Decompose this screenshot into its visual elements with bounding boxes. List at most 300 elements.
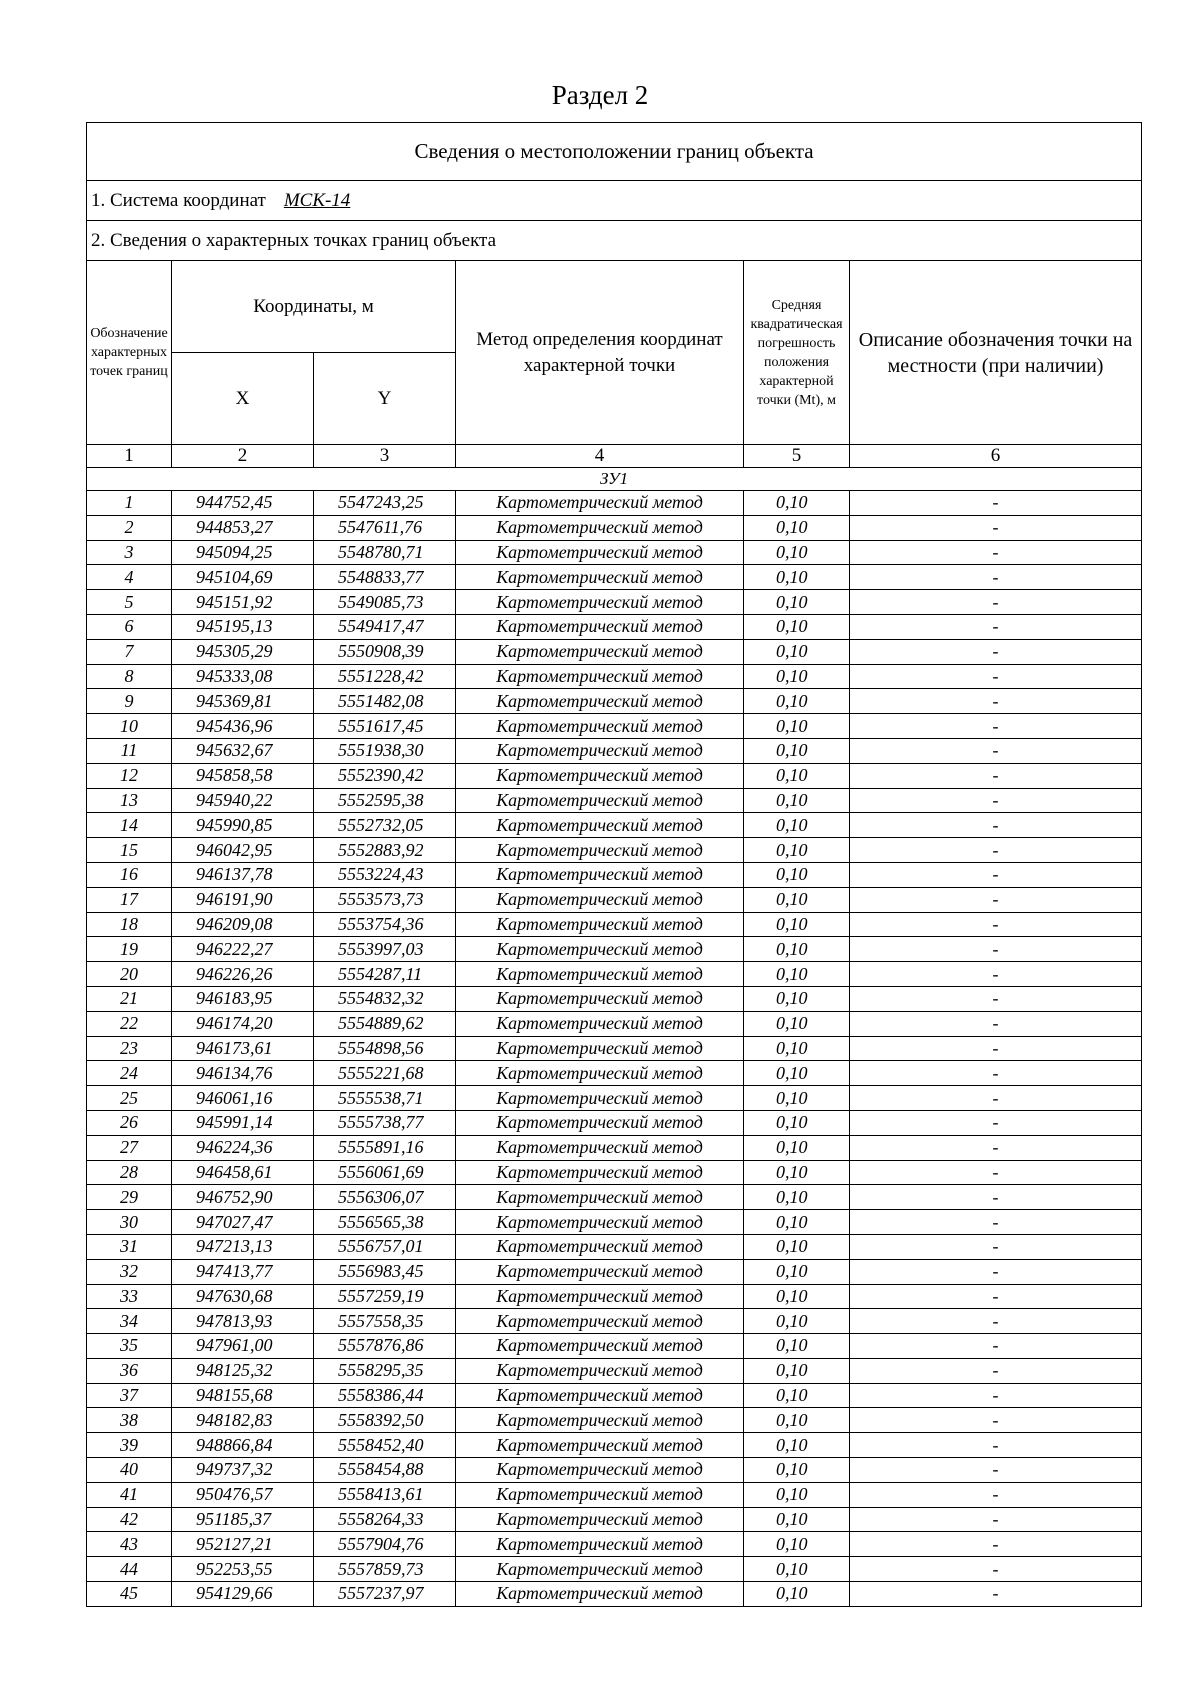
point-y: 5555538,71 <box>314 1086 456 1111</box>
point-description: - <box>850 1309 1142 1334</box>
point-number: 36 <box>87 1358 172 1383</box>
point-accuracy: 0,10 <box>744 763 850 788</box>
point-description: - <box>850 1036 1142 1061</box>
point-x: 946061,16 <box>172 1086 314 1111</box>
point-accuracy: 0,10 <box>744 1358 850 1383</box>
point-x: 947813,93 <box>172 1309 314 1334</box>
table-row <box>87 1582 1142 1607</box>
point-method: Картометрический метод <box>456 1408 744 1433</box>
point-method: Картометрический метод <box>456 540 744 565</box>
point-description: - <box>850 788 1142 813</box>
point-method: Картометрический метод <box>456 1036 744 1061</box>
point-method: Картометрический метод <box>456 862 744 887</box>
point-number: 12 <box>87 763 172 788</box>
point-method: Картометрический метод <box>456 689 744 714</box>
header-y: Y <box>314 353 456 445</box>
table-row <box>87 962 1142 987</box>
point-description: - <box>850 1160 1142 1185</box>
point-y: 5549085,73 <box>314 590 456 615</box>
point-x: 946183,95 <box>172 986 314 1011</box>
point-description: - <box>850 590 1142 615</box>
point-number: 19 <box>87 937 172 962</box>
point-x: 951185,37 <box>172 1507 314 1532</box>
point-y: 5557904,76 <box>314 1532 456 1557</box>
point-method: Картометрический метод <box>456 664 744 689</box>
point-accuracy: 0,10 <box>744 1482 850 1507</box>
table-row <box>87 614 1142 639</box>
table-row <box>87 763 1142 788</box>
table-row <box>87 1036 1142 1061</box>
point-accuracy: 0,10 <box>744 515 850 540</box>
point-accuracy: 0,10 <box>744 1135 850 1160</box>
point-description: - <box>850 738 1142 763</box>
point-y: 5552732,05 <box>314 813 456 838</box>
point-method: Картометрический метод <box>456 1210 744 1235</box>
table-row <box>87 1507 1142 1532</box>
point-number: 43 <box>87 1532 172 1557</box>
point-y: 5556983,45 <box>314 1259 456 1284</box>
point-method: Картометрический метод <box>456 962 744 987</box>
point-accuracy: 0,10 <box>744 1408 850 1433</box>
table-row <box>87 1334 1142 1359</box>
point-x: 947413,77 <box>172 1259 314 1284</box>
point-method: Картометрический метод <box>456 1160 744 1185</box>
point-accuracy: 0,10 <box>744 962 850 987</box>
point-accuracy: 0,10 <box>744 1532 850 1557</box>
point-x: 946173,61 <box>172 1036 314 1061</box>
table-row <box>87 1234 1142 1259</box>
point-y: 5557237,97 <box>314 1582 456 1607</box>
point-y: 5551938,30 <box>314 738 456 763</box>
table-row <box>87 590 1142 615</box>
header-coordinates: Координаты, м <box>172 261 456 353</box>
point-y: 5558392,50 <box>314 1408 456 1433</box>
point-description: - <box>850 1358 1142 1383</box>
point-description: - <box>850 1557 1142 1582</box>
point-description: - <box>850 1284 1142 1309</box>
point-x: 945369,81 <box>172 689 314 714</box>
point-description: - <box>850 1086 1142 1111</box>
point-method: Картометрический метод <box>456 937 744 962</box>
table-row <box>87 813 1142 838</box>
point-description: - <box>850 1110 1142 1135</box>
point-description: - <box>850 937 1142 962</box>
point-method: Картометрический метод <box>456 1234 744 1259</box>
point-method: Картометрический метод <box>456 1458 744 1483</box>
point-accuracy: 0,10 <box>744 1210 850 1235</box>
point-description: - <box>850 639 1142 664</box>
point-accuracy: 0,10 <box>744 614 850 639</box>
column-number: 6 <box>850 445 1142 468</box>
point-description: - <box>850 912 1142 937</box>
point-method: Картометрический метод <box>456 1309 744 1334</box>
point-number: 13 <box>87 788 172 813</box>
table-row <box>87 565 1142 590</box>
point-description: - <box>850 689 1142 714</box>
point-method: Картометрический метод <box>456 838 744 863</box>
point-number: 18 <box>87 912 172 937</box>
point-x: 944853,27 <box>172 515 314 540</box>
point-description: - <box>850 1433 1142 1458</box>
point-number: 7 <box>87 639 172 664</box>
table-row <box>87 1482 1142 1507</box>
point-number: 31 <box>87 1234 172 1259</box>
point-number: 17 <box>87 887 172 912</box>
point-y: 5552595,38 <box>314 788 456 813</box>
point-accuracy: 0,10 <box>744 738 850 763</box>
point-accuracy: 0,10 <box>744 1458 850 1483</box>
point-method: Картометрический метод <box>456 912 744 937</box>
point-accuracy: 0,10 <box>744 540 850 565</box>
coord-system-line <box>87 181 1142 221</box>
point-method: Картометрический метод <box>456 515 744 540</box>
point-description: - <box>850 664 1142 689</box>
box-title: Сведения о местоположении границ объекта <box>87 123 1142 181</box>
point-description: - <box>850 838 1142 863</box>
point-method: Картометрический метод <box>456 1334 744 1359</box>
column-number: 2 <box>172 445 314 468</box>
table-row <box>87 912 1142 937</box>
point-y: 5550908,39 <box>314 639 456 664</box>
point-description: - <box>850 962 1142 987</box>
point-x: 945104,69 <box>172 565 314 590</box>
header-description: Описание обозначения точки на местности (при наличии) <box>850 261 1142 445</box>
point-y: 5553224,43 <box>314 862 456 887</box>
point-description: - <box>850 614 1142 639</box>
point-x: 946137,78 <box>172 862 314 887</box>
table-row <box>87 639 1142 664</box>
point-x: 945858,58 <box>172 763 314 788</box>
point-y: 5555891,16 <box>314 1135 456 1160</box>
point-accuracy: 0,10 <box>744 1086 850 1111</box>
table-row <box>87 937 1142 962</box>
point-accuracy: 0,10 <box>744 1160 850 1185</box>
point-y: 5558454,88 <box>314 1458 456 1483</box>
point-x: 945436,96 <box>172 714 314 739</box>
point-x: 946209,08 <box>172 912 314 937</box>
point-description: - <box>850 1334 1142 1359</box>
point-description: - <box>850 491 1142 516</box>
point-y: 5547611,76 <box>314 515 456 540</box>
point-x: 947961,00 <box>172 1334 314 1359</box>
point-description: - <box>850 565 1142 590</box>
point-accuracy: 0,10 <box>744 1259 850 1284</box>
table-row <box>87 1284 1142 1309</box>
point-x: 949737,32 <box>172 1458 314 1483</box>
point-number: 27 <box>87 1135 172 1160</box>
point-number: 20 <box>87 962 172 987</box>
point-method: Картометрический метод <box>456 565 744 590</box>
point-x: 946191,90 <box>172 887 314 912</box>
point-number: 32 <box>87 1259 172 1284</box>
table-row <box>87 1210 1142 1235</box>
table-row <box>87 1160 1142 1185</box>
point-y: 5551617,45 <box>314 714 456 739</box>
point-number: 3 <box>87 540 172 565</box>
table-row <box>87 1433 1142 1458</box>
header-method: Метод определения координат характерной точки <box>456 261 744 445</box>
point-x: 946042,95 <box>172 838 314 863</box>
point-accuracy: 0,10 <box>744 590 850 615</box>
point-x: 948125,32 <box>172 1358 314 1383</box>
header-accuracy: Средняя квадратическая погрешность положения характерной точки (Mt), м <box>744 261 850 445</box>
point-accuracy: 0,10 <box>744 1011 850 1036</box>
point-x: 945333,08 <box>172 664 314 689</box>
column-number: 1 <box>87 445 172 468</box>
point-description: - <box>850 1011 1142 1036</box>
point-method: Картометрический метод <box>456 1284 744 1309</box>
point-x: 945305,29 <box>172 639 314 664</box>
point-y: 5557859,73 <box>314 1557 456 1582</box>
point-x: 948866,84 <box>172 1433 314 1458</box>
point-y: 5558386,44 <box>314 1383 456 1408</box>
point-y: 5558413,61 <box>314 1482 456 1507</box>
point-accuracy: 0,10 <box>744 639 850 664</box>
point-accuracy: 0,10 <box>744 1507 850 1532</box>
point-description: - <box>850 1234 1142 1259</box>
point-accuracy: 0,10 <box>744 1234 850 1259</box>
point-accuracy: 0,10 <box>744 937 850 962</box>
point-method: Картометрический метод <box>456 1358 744 1383</box>
point-description: - <box>850 1383 1142 1408</box>
point-description: - <box>850 1582 1142 1607</box>
point-y: 5555221,68 <box>314 1061 456 1086</box>
point-method: Картометрический метод <box>456 887 744 912</box>
point-y: 5557876,86 <box>314 1334 456 1359</box>
table-row <box>87 1532 1142 1557</box>
point-method: Картометрический метод <box>456 1557 744 1582</box>
point-description: - <box>850 515 1142 540</box>
point-accuracy: 0,10 <box>744 714 850 739</box>
point-number: 29 <box>87 1185 172 1210</box>
table-row <box>87 664 1142 689</box>
table-row <box>87 1557 1142 1582</box>
header-designation: Обозначение характерных точек границ <box>87 261 172 445</box>
point-x: 945151,92 <box>172 590 314 615</box>
point-method: Картометрический метод <box>456 986 744 1011</box>
point-accuracy: 0,10 <box>744 986 850 1011</box>
point-method: Картометрический метод <box>456 1086 744 1111</box>
point-accuracy: 0,10 <box>744 862 850 887</box>
point-x: 945195,13 <box>172 614 314 639</box>
point-number: 44 <box>87 1557 172 1582</box>
point-description: - <box>850 1532 1142 1557</box>
point-number: 8 <box>87 664 172 689</box>
point-y: 5554889,62 <box>314 1011 456 1036</box>
boundary-points-table <box>86 122 1142 1607</box>
table-row <box>87 689 1142 714</box>
point-number: 35 <box>87 1334 172 1359</box>
point-y: 5548833,77 <box>314 565 456 590</box>
point-x: 946752,90 <box>172 1185 314 1210</box>
point-description: - <box>850 1507 1142 1532</box>
point-description: - <box>850 1408 1142 1433</box>
point-rows <box>87 491 1142 1607</box>
point-number: 40 <box>87 1458 172 1483</box>
point-y: 5548780,71 <box>314 540 456 565</box>
point-number: 39 <box>87 1433 172 1458</box>
point-x: 946134,76 <box>172 1061 314 1086</box>
point-number: 2 <box>87 515 172 540</box>
table-row <box>87 738 1142 763</box>
point-y: 5558452,40 <box>314 1433 456 1458</box>
point-x: 948155,68 <box>172 1383 314 1408</box>
point-method: Картометрический метод <box>456 1135 744 1160</box>
table-row <box>87 1086 1142 1111</box>
point-description: - <box>850 714 1142 739</box>
point-method: Картометрический метод <box>456 788 744 813</box>
point-accuracy: 0,10 <box>744 912 850 937</box>
point-accuracy: 0,10 <box>744 491 850 516</box>
points-title: 2. Сведения о характерных точках границ объекта <box>87 221 1142 261</box>
point-number: 16 <box>87 862 172 887</box>
point-description: - <box>850 887 1142 912</box>
point-x: 947630,68 <box>172 1284 314 1309</box>
point-y: 5553997,03 <box>314 937 456 962</box>
point-y: 5558295,35 <box>314 1358 456 1383</box>
point-method: Картометрический метод <box>456 590 744 615</box>
coord-system-value: МСК-14 <box>283 189 351 211</box>
point-accuracy: 0,10 <box>744 1383 850 1408</box>
point-y: 5554898,56 <box>314 1036 456 1061</box>
point-y: 5556565,38 <box>314 1210 456 1235</box>
point-accuracy: 0,10 <box>744 788 850 813</box>
point-method: Картометрический метод <box>456 1582 744 1607</box>
point-accuracy: 0,10 <box>744 1433 850 1458</box>
point-y: 5555738,77 <box>314 1110 456 1135</box>
point-description: - <box>850 763 1142 788</box>
table-row <box>87 1135 1142 1160</box>
point-x: 946174,20 <box>172 1011 314 1036</box>
point-description: - <box>850 1259 1142 1284</box>
point-description: - <box>850 862 1142 887</box>
point-method: Картометрический метод <box>456 1061 744 1086</box>
table-row <box>87 862 1142 887</box>
point-y: 5551228,42 <box>314 664 456 689</box>
point-x: 948182,83 <box>172 1408 314 1433</box>
point-accuracy: 0,10 <box>744 689 850 714</box>
point-number: 11 <box>87 738 172 763</box>
point-description: - <box>850 1061 1142 1086</box>
point-number: 26 <box>87 1110 172 1135</box>
zone-label: ЗУ1 <box>87 468 1142 491</box>
point-y: 5556061,69 <box>314 1160 456 1185</box>
table-row <box>87 540 1142 565</box>
point-y: 5551482,08 <box>314 689 456 714</box>
table-row <box>87 887 1142 912</box>
point-number: 28 <box>87 1160 172 1185</box>
point-y: 5554832,32 <box>314 986 456 1011</box>
point-accuracy: 0,10 <box>744 1061 850 1086</box>
point-x: 950476,57 <box>172 1482 314 1507</box>
point-x: 945632,67 <box>172 738 314 763</box>
point-method: Картометрический метод <box>456 491 744 516</box>
point-method: Картометрический метод <box>456 1482 744 1507</box>
point-x: 954129,66 <box>172 1582 314 1607</box>
table-row <box>87 1259 1142 1284</box>
table-row <box>87 1011 1142 1036</box>
point-y: 5556757,01 <box>314 1234 456 1259</box>
point-x: 946224,36 <box>172 1135 314 1160</box>
table-row <box>87 1408 1142 1433</box>
section-title: Раздел 2 <box>551 80 649 110</box>
point-accuracy: 0,10 <box>744 887 850 912</box>
point-number: 1 <box>87 491 172 516</box>
point-accuracy: 0,10 <box>744 565 850 590</box>
table-row <box>87 1110 1142 1135</box>
table-row <box>87 714 1142 739</box>
coord-system-label: 1. Система координат <box>91 189 266 211</box>
point-x: 952253,55 <box>172 1557 314 1582</box>
point-accuracy: 0,10 <box>744 1582 850 1607</box>
point-number: 5 <box>87 590 172 615</box>
table-row <box>87 1061 1142 1086</box>
point-method: Картометрический метод <box>456 714 744 739</box>
column-number: 3 <box>314 445 456 468</box>
point-x: 945940,22 <box>172 788 314 813</box>
point-accuracy: 0,10 <box>744 1284 850 1309</box>
point-description: - <box>850 813 1142 838</box>
point-description: - <box>850 1210 1142 1235</box>
point-method: Картометрический метод <box>456 1383 744 1408</box>
point-number: 37 <box>87 1383 172 1408</box>
point-accuracy: 0,10 <box>744 1334 850 1359</box>
point-number: 24 <box>87 1061 172 1086</box>
table-row <box>87 1185 1142 1210</box>
point-method: Картометрический метод <box>456 1011 744 1036</box>
point-x: 947027,47 <box>172 1210 314 1235</box>
point-number: 33 <box>87 1284 172 1309</box>
point-y: 5556306,07 <box>314 1185 456 1210</box>
column-numbers-row <box>87 445 1142 468</box>
point-number: 41 <box>87 1482 172 1507</box>
point-number: 25 <box>87 1086 172 1111</box>
point-accuracy: 0,10 <box>744 1185 850 1210</box>
table-row <box>87 491 1142 516</box>
point-method: Картометрический метод <box>456 614 744 639</box>
point-method: Картометрический метод <box>456 1259 744 1284</box>
point-accuracy: 0,10 <box>744 1557 850 1582</box>
point-method: Картометрический метод <box>456 1507 744 1532</box>
point-x: 947213,13 <box>172 1234 314 1259</box>
point-number: 30 <box>87 1210 172 1235</box>
point-accuracy: 0,10 <box>744 1036 850 1061</box>
point-number: 14 <box>87 813 172 838</box>
column-number: 5 <box>744 445 850 468</box>
point-y: 5547243,25 <box>314 491 456 516</box>
point-number: 42 <box>87 1507 172 1532</box>
point-number: 22 <box>87 1011 172 1036</box>
point-x: 945094,25 <box>172 540 314 565</box>
point-y: 5552883,92 <box>314 838 456 863</box>
point-number: 23 <box>87 1036 172 1061</box>
point-description: - <box>850 1458 1142 1483</box>
point-number: 34 <box>87 1309 172 1334</box>
point-method: Картометрический метод <box>456 1532 744 1557</box>
table-row <box>87 1358 1142 1383</box>
table-row <box>87 838 1142 863</box>
point-method: Картометрический метод <box>456 1110 744 1135</box>
point-x: 946226,26 <box>172 962 314 987</box>
point-number: 10 <box>87 714 172 739</box>
point-accuracy: 0,10 <box>744 838 850 863</box>
table-row <box>87 1383 1142 1408</box>
table-row <box>87 515 1142 540</box>
point-accuracy: 0,10 <box>744 1309 850 1334</box>
point-method: Картометрический метод <box>456 813 744 838</box>
table-row <box>87 788 1142 813</box>
point-method: Картометрический метод <box>456 1185 744 1210</box>
